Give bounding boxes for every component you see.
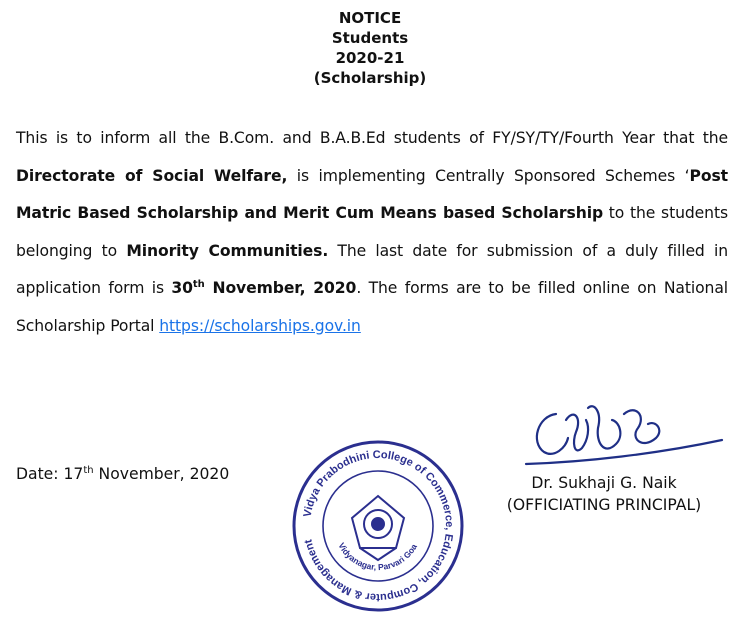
notice-title: NOTICE	[338, 9, 402, 27]
signatory-block	[484, 472, 724, 516]
signatory-name: Dr. Sukhaji G. Naik	[531, 474, 677, 492]
signature-stroke	[566, 415, 588, 451]
signature-stroke	[588, 406, 620, 448]
seal-outer-text: Vidya Prabodhini College of Commerce, Education, Computer & Management	[301, 448, 456, 604]
deadline-date: 30th November, 2020	[171, 279, 357, 297]
signature-image	[516, 398, 726, 470]
body-text-part: . The forms are to be filled online on National Scholarship Portal	[16, 279, 729, 335]
department-name: Directorate of Social Welfare,	[16, 166, 288, 185]
signatory-title: (OFFICIATING PRINCIPAL)	[506, 496, 702, 514]
body-text-part: This is to inform all the B.Com. and B.A.B.Ed students of FY/SY/TY/Fourth Year that the	[16, 129, 728, 147]
body-text-part: is implementing Centrally Sponsored Schemes ‘	[287, 166, 690, 185]
body-text-part: The last date for submission of a duly filled in application form is	[16, 241, 728, 297]
signature-stroke	[537, 414, 568, 454]
signature-stroke	[624, 410, 659, 443]
notice-year: 2020-21	[335, 49, 405, 67]
notice-heading	[0, 8, 740, 88]
seal-inner-text: Vidyanagar, Parvari Goa	[336, 540, 419, 573]
notice-audience: Students	[331, 29, 409, 47]
community-name: Minority Communities.	[126, 241, 329, 260]
notice-date: Date: 17th November, 2020	[16, 465, 230, 483]
notice-subject: (Scholarship)	[313, 69, 427, 87]
college-seal	[290, 438, 466, 614]
scheme-names: Post Matric Based Scholarship and Merit Cum Means based Scholarship	[16, 166, 728, 222]
seal-emblem	[352, 496, 404, 560]
notice-body	[16, 120, 728, 345]
portal-link[interactable]: https://scholarships.gov.in	[159, 316, 361, 335]
body-text-part: to the students belonging to	[16, 204, 728, 260]
